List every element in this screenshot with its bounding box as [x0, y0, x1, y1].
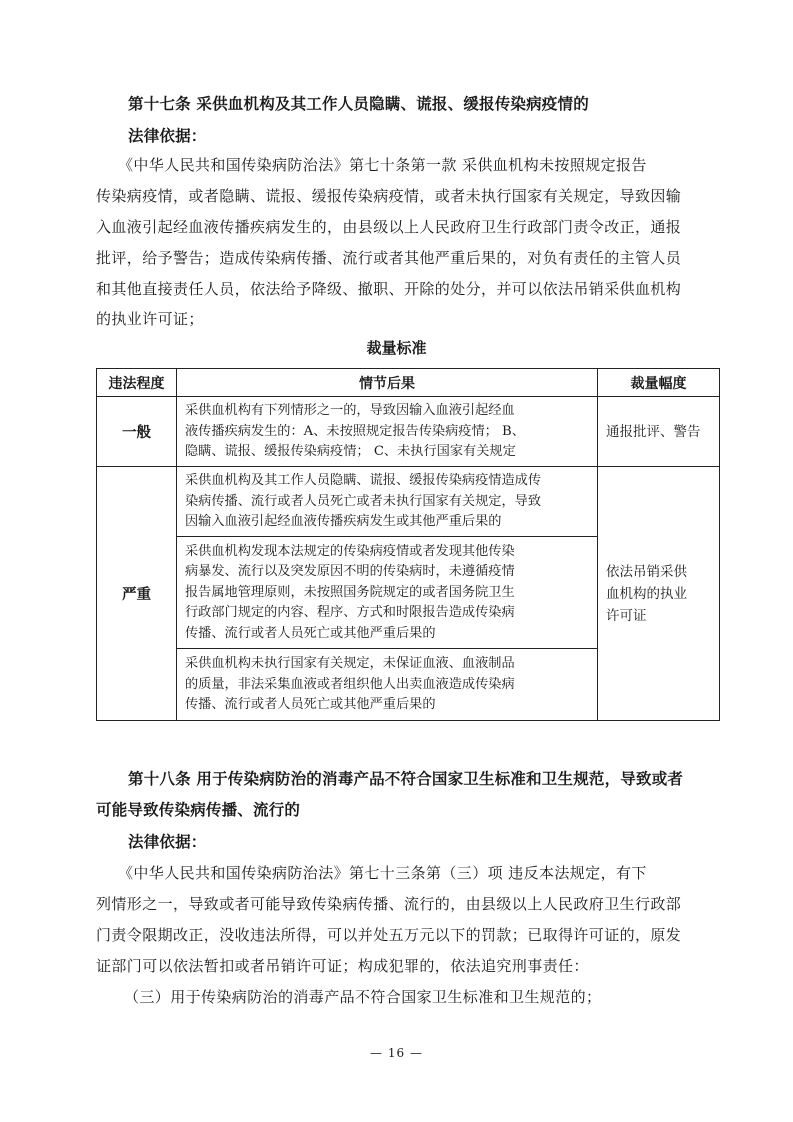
level-serious: 严重 — [97, 467, 177, 721]
range-line: 许可证 — [606, 607, 647, 624]
article-17-text-line: 批评，给予警告；造成传染病传播、流行或者其他严重后果的，对负有责任的主管人员 — [96, 249, 682, 267]
article-17-text-line: 入血液引起经血液传播疾病发生的，由县级以上人民政府卫生行政部门责令改正，通报 — [96, 218, 682, 236]
serious-consequence-2 — [177, 537, 598, 649]
article-17-text-line: 的执业许可证； — [96, 310, 204, 328]
article-18-text-line: 证部门可以依法暂扣或者吊销许可证；构成犯罪的，依法追究刑事责任： — [96, 957, 589, 975]
article-18-title-line1: 第十八条 用于传染病防治的消毒产品不符合国家卫生标准和卫生规范，导致或者 — [128, 770, 684, 788]
article-18-legal-basis-label: 法律依据： — [128, 833, 207, 851]
general-range — [598, 397, 720, 467]
consequence-line: 的质量，非法采集血液或者组织他人出卖血液造成传染病 — [185, 676, 515, 692]
table-row-general — [97, 397, 720, 467]
article-18-text-line: 门责令限期改正，没收违法所得，可以并处五万元以下的罚款；已取得许可证的，原发 — [96, 926, 682, 944]
table-header-row — [97, 369, 720, 397]
consequence-line: 采供血机构发现本法规定的传染病疫情或者发现其他传染 — [185, 543, 515, 559]
consequence-line: 传播、流行或者人员死亡或其他严重后果的 — [185, 697, 436, 713]
page-number: — 16 — — [370, 1046, 423, 1060]
range-text: 通报批评、警告 — [606, 423, 701, 440]
header-violation-degree: 违法程度 — [97, 369, 177, 397]
consequence-line: 采供血机构及其工作人员隐瞒、谎报、缓报传染病疫情造成传 — [185, 473, 542, 489]
consequence-line: 病暴发、流行以及突发原因不明的传染病时，未遵循疫情 — [185, 564, 515, 580]
consequence-line: 隐瞒、谎报、缓报传染病疫情； C、未执行国家有关规定 — [185, 444, 516, 460]
consequence-line: 采供血机构有下列情形之一的，导致因输入血液引起经血 — [185, 403, 515, 419]
consequence-line: 传播、流行或者人员死亡或其他严重后果的 — [185, 625, 436, 641]
article-17-text-line: 《中华人民共和国传染病防治法》第七十条第一款 采供血机构未按照规定报告 — [118, 156, 647, 174]
header-penalty-range: 裁量幅度 — [598, 369, 720, 397]
article-18-title-line2: 可能导致传染病传播、流行的 — [96, 801, 301, 819]
article-17-text-line: 和其他直接责任人员，依法给予降级、撤职、开除的处分，并可以依法吊销采供血机构 — [96, 280, 682, 298]
consequence-line: 行政部门规定的内容、程序、方式和时限报告造成传染病 — [185, 605, 515, 621]
consequence-line: 染病传播、流行或者人员死亡或者未执行国家有关规定，导致 — [185, 493, 542, 509]
table-caption: 裁量标准 — [366, 339, 427, 357]
general-consequence — [177, 397, 598, 467]
serious-consequence-3 — [177, 649, 598, 721]
serious-consequence-1 — [177, 467, 598, 537]
table-row-serious-1 — [97, 467, 720, 537]
article-18-text-line: （三）用于传染病防治的消毒产品不符合国家卫生标准和卫生规范的； — [124, 988, 602, 1006]
consequence-line: 液传播疾病发生的：A、未按照规定报告传染病疫情； B、 — [185, 423, 525, 439]
serious-range — [598, 467, 720, 721]
range-line: 依法吊销采供 — [606, 563, 687, 580]
consequence-line: 因输入血液引起经血液传播疾病发生或其他严重后果的 — [185, 514, 502, 530]
article-17-legal-basis-label: 法律依据： — [128, 127, 207, 145]
article-18-text-line: 《中华人民共和国传染病防治法》第七十三条第（三）项 违反本法规定，有下 — [118, 864, 647, 882]
consequence-line: 采供血机构未执行国家有关规定，未保证血液、血液制品 — [185, 656, 515, 672]
consequence-line: 报告属地管理原则，未按照国务院规定的或者国务院卫生 — [185, 584, 515, 600]
article-17-text-line: 传染病疫情，或者隐瞒、谎报、缓报传染病疫情，或者未执行国家有关规定，导致因输 — [96, 187, 682, 205]
range-line: 血机构的执业 — [606, 585, 687, 602]
article-18-text-line: 列情形之一，导致或者可能导致传染病传播、流行的，由县级以上人民政府卫生行政部 — [96, 895, 682, 913]
discretion-standard-table — [96, 368, 720, 721]
header-consequences: 情节后果 — [177, 369, 598, 397]
level-general: 一般 — [97, 397, 177, 467]
article-17-title: 第十七条 采供血机构及其工作人员隐瞒、谎报、缓报传染病疫情的 — [128, 95, 589, 113]
